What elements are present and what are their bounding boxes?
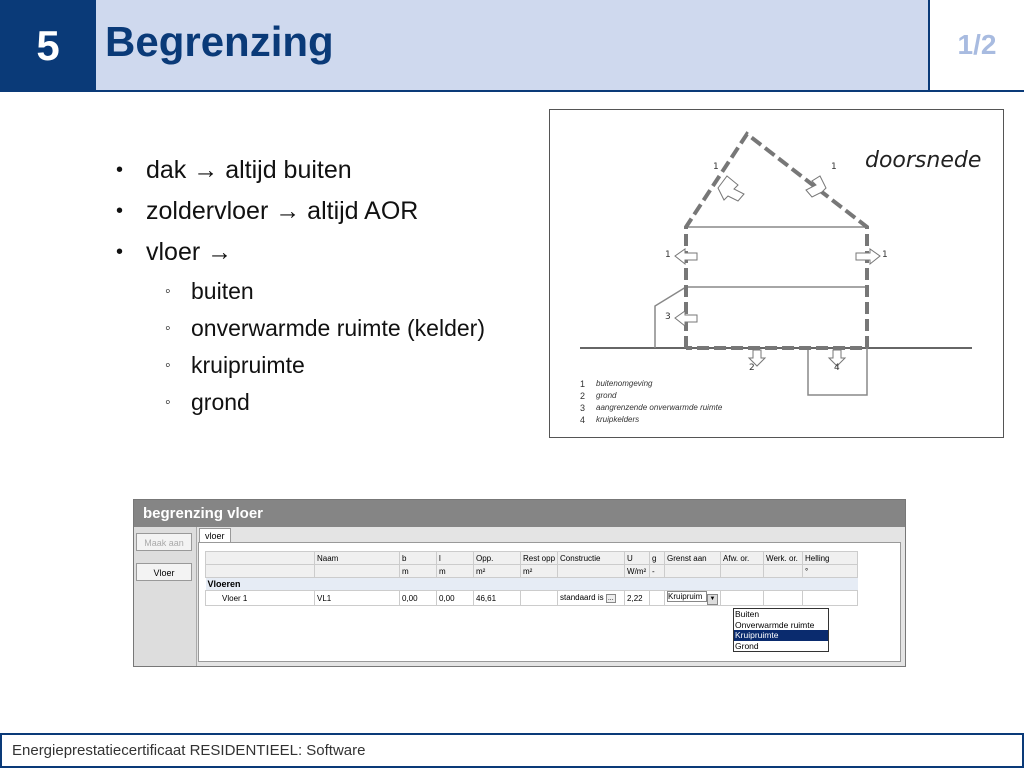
dropdown-option-selected[interactable]: Kruipruimte — [734, 630, 828, 641]
marker-label: 1 — [713, 162, 719, 172]
table-header-row: Naam b l Opp. Rest opp Constructie U g Grenst aan Afw. or. Werk. or. Helling — [206, 552, 858, 565]
construction-cell[interactable]: standaard is ... — [558, 591, 625, 606]
boundary-dropdown-list[interactable] — [733, 608, 829, 652]
page-indicator: 1/2 — [928, 0, 1024, 92]
bullet-list — [110, 150, 540, 421]
slide-number: 5 — [0, 0, 96, 92]
floor-button[interactable]: Vloer — [136, 563, 192, 581]
marker-label: 2 — [749, 363, 755, 373]
sub-bullet-item: ◦ onverwarmde ruimte (kelder) — [165, 315, 485, 341]
bullet-item: • zoldervloer → altijd AOR — [116, 197, 419, 225]
boundary-select[interactable]: Kruipruim ▼ — [665, 591, 721, 606]
marker-label: 1 — [882, 250, 888, 260]
bullet-item: • dak → altijd buiten — [116, 156, 352, 184]
panel-title: begrenzing vloer — [134, 500, 905, 527]
marker-label: 1 — [831, 162, 837, 172]
table-units-row: m m m² m² W/m² - ° — [206, 565, 858, 578]
marker-label: 1 — [665, 250, 671, 260]
grid-area — [198, 542, 901, 662]
bullet-item: • vloer → — [116, 238, 233, 266]
sub-bullet-item: ◦ buiten — [165, 278, 254, 304]
software-panel — [133, 499, 906, 667]
slide-title: Begrenzing — [105, 18, 334, 65]
make-button[interactable]: Maak aan — [136, 533, 192, 551]
dropdown-option[interactable]: Onverwarmde ruimte — [735, 619, 815, 630]
table-row[interactable]: Vloer 1 VL1 0,00 0,00 46,61 standaard is ... 2,22 Kruipruim ▼ — [206, 591, 858, 606]
dropdown-option[interactable]: Buiten — [735, 609, 760, 619]
cross-section-diagram — [549, 109, 1004, 438]
diagram-legend: 1 buitenomgeving 2 grond 3 aangrenzende onverwarmde ruimte 4 kruipkelders — [580, 379, 723, 425]
button-column — [134, 527, 197, 666]
dropdown-option[interactable]: Grond — [735, 640, 759, 651]
floor-table — [205, 551, 858, 606]
marker-label: 4 — [834, 363, 840, 373]
chevron-down-icon[interactable]: ▼ — [707, 594, 718, 605]
ellipsis-button[interactable]: ... — [607, 595, 614, 603]
sub-bullet-item: ◦ kruipruimte — [165, 352, 305, 378]
footer: Energieprestatiecertificaat RESIDENTIEEL: Software — [0, 733, 1024, 768]
marker-label: 3 — [665, 312, 671, 322]
diagram-title: doorsnede — [865, 148, 982, 173]
sub-bullet-item: ◦ grond — [165, 389, 250, 415]
section-row: Vloeren — [206, 578, 858, 591]
tab-vloer[interactable]: vloer — [199, 528, 231, 543]
